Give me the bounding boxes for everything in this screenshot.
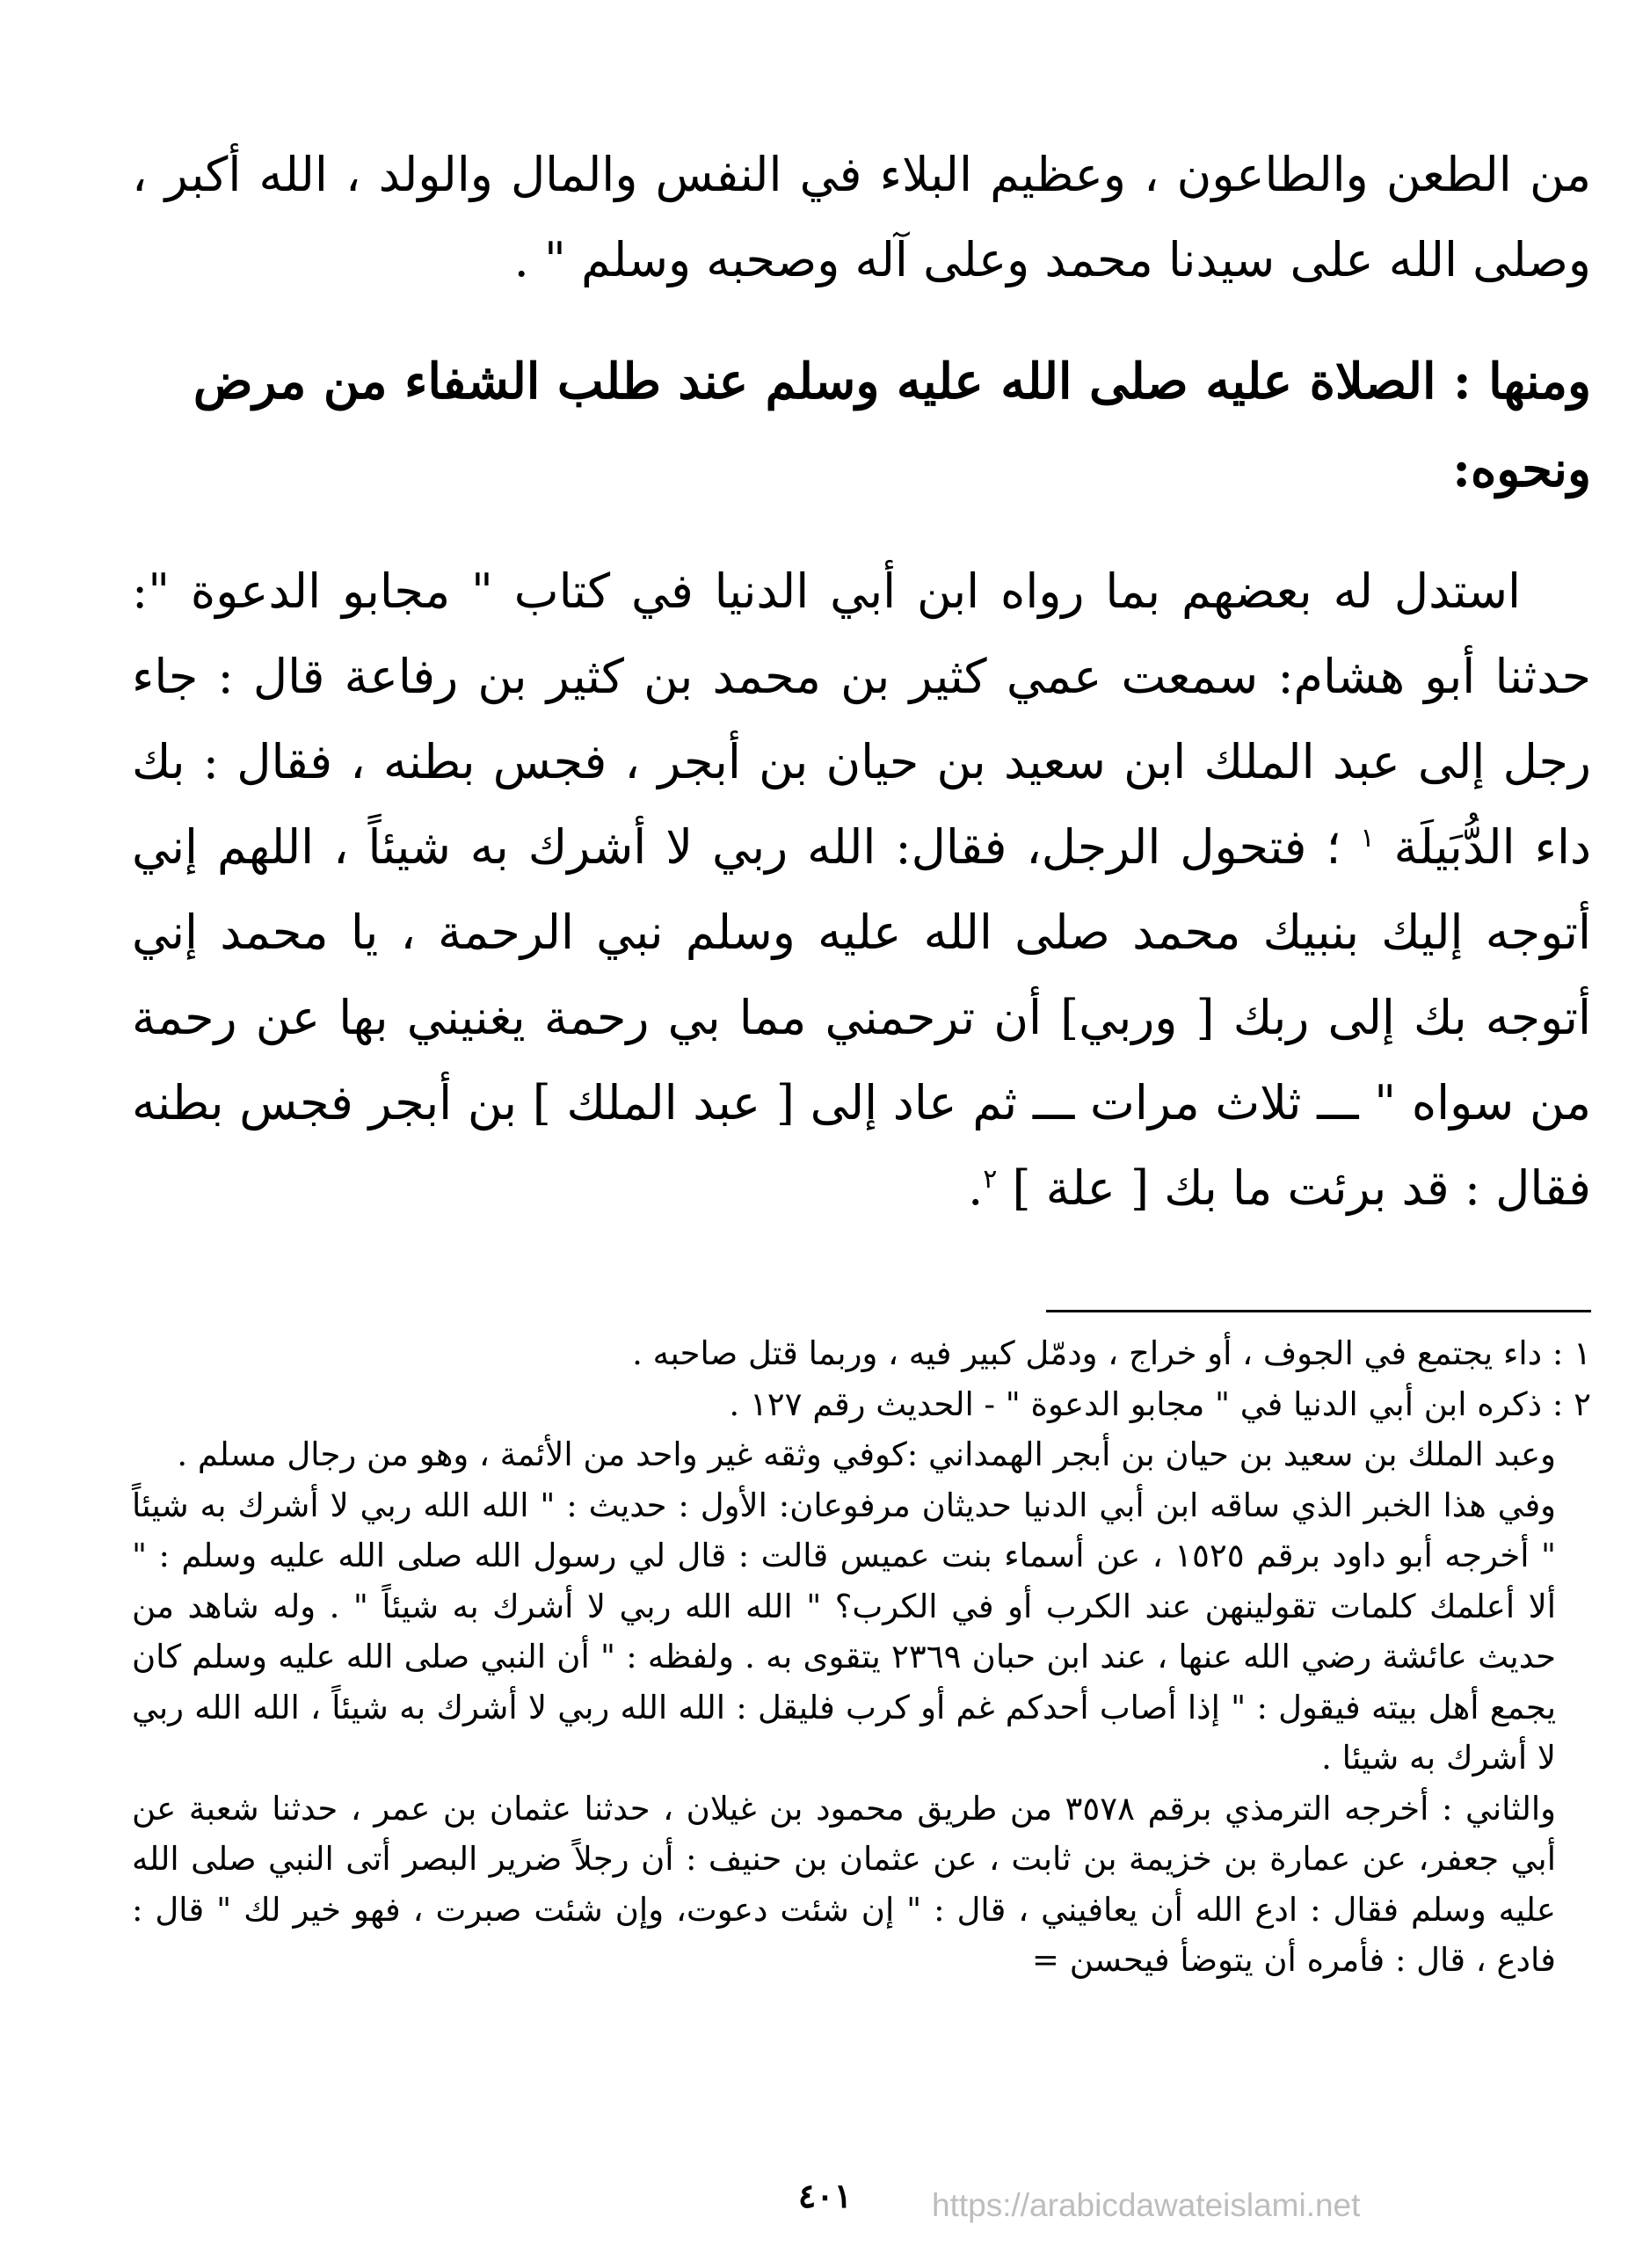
page-content: [132, 132, 1591, 1986]
footnote-2-continuation-3-text: والثاني : أخرجه الترمذي برقم ٣٥٧٨ من طريق محمود بن غيلان ، حدثنا عثمان بن عمر ، حدثنا شعبة عن أبي جعفر، عن عمارة بن خزيمة بن ثابت ، عن عثمان بن حنيف : أن رجلاً ضرير البصر أتى النبي صلى الله عليه وسلم فقال : ادع الله أن يعافيني ، قال : " إن شئت دعوت، وإن شئت صبرت ، فهو خير لك " قال : فادع ، قال : فأمره أن يتوضأ فيحسن: [132, 1789, 1556, 1979]
paragraph-2-part-2: ؛ فتحول الرجل، فقال: الله ربي لا أشرك به شيئاً ، اللهم إني أتوجه إليك بنبيك محمد صلى الله عليه وسلم نبي الرحمة ، يا محمد إني أتوجه بك إلى ربك [ وربي] أن ترحمني مما بي رحمة يغنيني بها عن رحمة من سواه " ـــ ثلاث مرات ـــ ثم عاد إلى [ عبد الملك ] بن أبجر فجس بطنه فقال : قد برئت ما بك [ علة ]: [132, 819, 1592, 1216]
footnote-2-continuation-1: وعبد الملك بن سعيد بن حيان بن أبجر الهمداني :كوفي وثقه غير واحد من الأئمة ، وهو من رجال مسلم .: [177, 1436, 1556, 1473]
paragraph-2: [132, 549, 1591, 1231]
footnote-ref-2[interactable]: ٢: [983, 1164, 998, 1195]
continuation-mark: =: [1031, 1941, 1059, 1979]
footnote-2-continuation-2: وفي هذا الخبر الذي ساقه ابن أبي الدنيا حديثان مرفوعان: الأول : حديث : " الله الله ربي لا أشرك به شيئاً " أخرجه أبو داود برقم ١٥٢٥ ، عن أسماء بنت عميس قالت : قال لي رسول الله صلى الله عليه وسلم : " ألا أعلمك كلمات تقولينهن عند الكرب أو في الكرب؟ " الله الله ربي لا أشرك به شيئاً " . وله شاهد من حديث عائشة رضي الله عنها ، عند ابن حبان ٢٣٦٩ يتقوى به . ولفظه : " أن النبي صلى الله عليه وسلم كان يجمع أهل بيته فيقول : " إذا أصاب أحدكم غم أو كرب فليقل : الله الله ربي لا أشرك به شيئاً ، الله الله ربي لا أشرك به شيئا .: [132, 1486, 1557, 1777]
footnote-1: ١ : داء يجتمع في الجوف ، أو خراج ، ودمّل كبير فيه ، وربما قتل صاحبه .: [632, 1334, 1591, 1372]
footnotes: [132, 1328, 1591, 1986]
footnote-2-continuation-3: [132, 1784, 1591, 1986]
watermark-url: https://arabicdawateislami.net: [932, 2187, 1361, 2223]
paragraph-2-end: .: [968, 1160, 984, 1216]
section-heading: ومنها : الصلاة عليه صلى الله عليه وسلم عند طلب الشفاء من مرض ونحوه:: [193, 353, 1591, 498]
footnote-2: ٢ : ذكره ابن أبي الدنيا في " مجابو الدعوة " - الحديث رقم ١٢٧ .: [729, 1385, 1591, 1423]
paragraph-1: من الطعن والطاعون ، وعظيم البلاء في النفس والمال والولد ، الله أكبر ، وصلى الله على سيدنا محمد وعلى آله وصحبه وسلم " .: [132, 147, 1591, 287]
page-number: ٤٠١: [797, 2176, 853, 2215]
main-text: [132, 132, 1591, 1231]
paragraph-2-part-1: استدل له بعضهم بما رواه ابن أبي الدنيا في كتاب " مجابو الدعوة ": حدثنا أبو هشام: سمعت عمي كثير بن محمد بن كثير بن رفاعة قال : جاء رجل إلى عبد الملك ابن سعيد بن حيان بن أبجر ، فجس بطنه ، فقال : بك داء الدُّبَيلَة: [132, 563, 1592, 875]
footnote-separator: [1046, 1310, 1591, 1312]
footnote-ref-1[interactable]: ١: [1360, 823, 1375, 854]
